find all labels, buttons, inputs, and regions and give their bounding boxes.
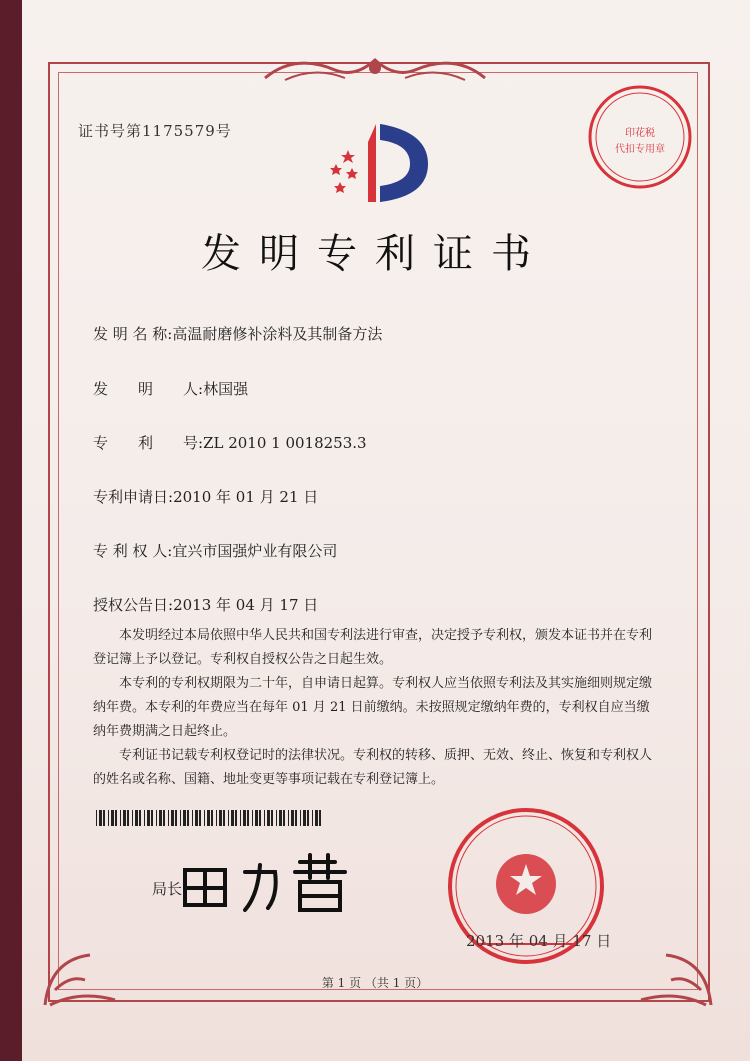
top-ornament <box>255 48 495 88</box>
field-label: 专利申请日: <box>93 488 174 506</box>
corner-ornament-bottom-left <box>40 930 120 1010</box>
field-patentee <box>93 540 337 561</box>
field-label: 专 利 权 人: <box>93 542 173 560</box>
patent-office-emblem-icon <box>318 122 438 208</box>
signature-label: 局长 <box>152 880 183 898</box>
field-label: 发 明 名 称: <box>93 325 173 343</box>
seal-date: 2013 年 04 月 17 日 <box>466 932 612 950</box>
field-label: 发 明 人: <box>93 380 204 398</box>
corner-ornament-bottom-right <box>636 930 716 1010</box>
director-signature <box>150 850 360 920</box>
barcode <box>96 810 326 826</box>
field-value: 2010 年 01 月 21 日 <box>173 488 319 506</box>
field-value: 2013 年 04 月 17 日 <box>173 596 319 614</box>
field-value: ZL 2010 1 0018253.3 <box>203 434 367 452</box>
field-invention-name <box>93 323 382 344</box>
field-value: 高温耐磨修补涂料及其制备方法 <box>172 325 383 343</box>
certificate-number: 证书号第1175579号 <box>78 122 232 140</box>
body-paragraph: 本专利的专利权期限为二十年，自申请日起算。专利权人应当依照专利法及其实施细则规定缴纳年费。本专利的年费应当在每年 01 月 21 日前缴纳。未按照规定缴纳年费的，专利权自应当缴纳年费期满之日起终止。 <box>93 676 653 739</box>
tax-stamp-line-2: 代扣专用章 <box>615 144 665 155</box>
document-title: 发明专利证书 <box>201 231 549 277</box>
field-label: 专 利 号: <box>93 434 204 452</box>
field-patent-number <box>93 432 367 453</box>
field-label: 授权公告日: <box>93 596 174 614</box>
page-number: 第 1 页 （共 1 页） <box>321 976 429 990</box>
field-grant-date <box>93 594 318 615</box>
field-inventor <box>93 378 248 399</box>
field-value: 宜兴市国强炉业有限公司 <box>172 542 338 560</box>
field-value: 林国强 <box>203 380 249 398</box>
body-paragraph: 专利证书记载专利权登记时的法律状况。专利权的转移、质押、无效、终止、恢复和专利权人的姓名或名称、国籍、地址变更等事项记载在专利登记簿上。 <box>93 748 653 787</box>
body-paragraph: 本发明经过本局依照中华人民共和国专利法进行审查，决定授予专利权，颁发本证书并在专利登记簿上予以登记。专利权自授权公告之日起生效。 <box>93 628 653 667</box>
field-filing-date <box>93 486 318 507</box>
tax-stamp-line-1: 印花税 <box>625 128 655 139</box>
certificate-body <box>93 624 653 792</box>
